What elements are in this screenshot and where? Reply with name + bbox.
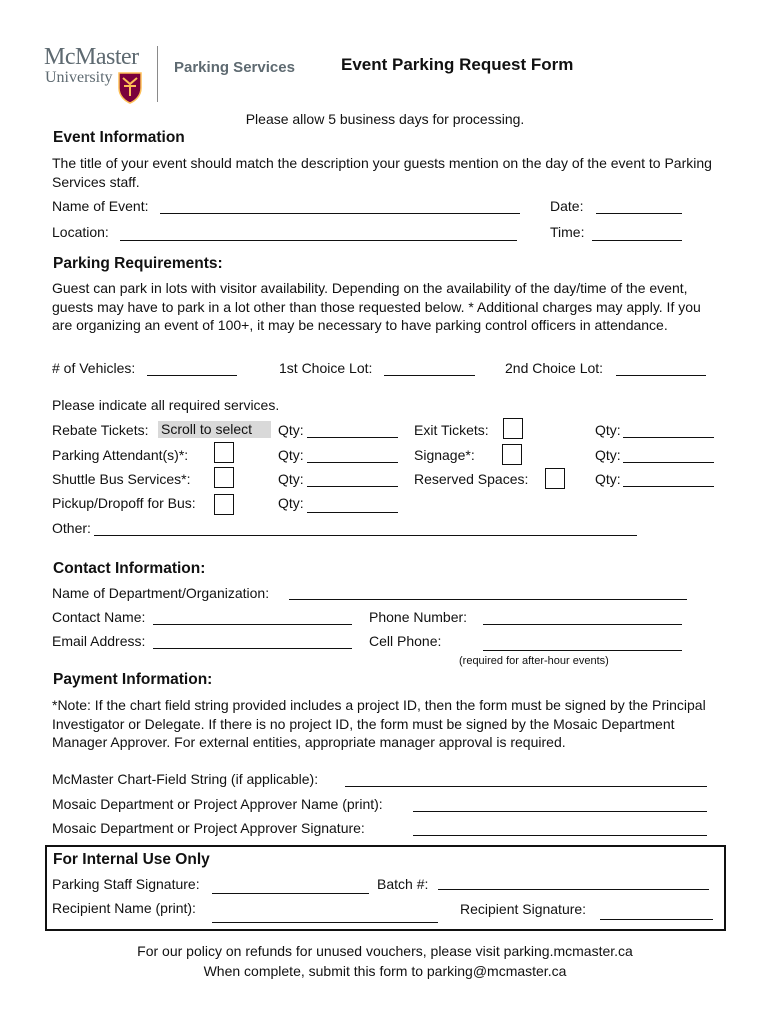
approver-sig-field[interactable]	[413, 835, 707, 836]
payment-note: *Note: If the chart field string provided includes a project ID, then the form must be signed by the Principal Investigator or Delegate. If there is no project ID, the form must be signed by the Mosaic Department Manager Approver. For external entities, appropriate manager approval is required.	[52, 697, 706, 751]
contact-name-field[interactable]	[153, 624, 352, 625]
event-description: The title of your event should match the description your guests mention on the day of the event to Parking Services staff.	[52, 155, 712, 190]
pickup-label: Pickup/Dropoff for Bus:	[52, 495, 196, 511]
rebate-label: Rebate Tickets:	[52, 422, 149, 438]
rebate-qty-field[interactable]	[307, 437, 398, 438]
recipient-name-field[interactable]	[212, 922, 438, 923]
date-label: Date:	[550, 198, 584, 214]
recipient-sig-label: Recipient Signature:	[460, 901, 587, 917]
parking-description: Guest can park in lots with visitor availability. Depending on the availability of the day/time of the event, guests may have to park in a lot other than those requested below. * Additional charges may apply. If you are organizing an event of 100+, it may be necessary to have parking control officers in attendance.	[52, 280, 701, 334]
reserved-label: Reserved Spaces:	[414, 471, 529, 487]
event-name-label: Name of Event:	[52, 198, 149, 214]
attendant-label: Parking Attendant(s)*:	[52, 447, 189, 463]
exit-label: Exit Tickets:	[414, 422, 489, 438]
payment-heading: Payment Information:	[53, 671, 213, 688]
department-name: Parking Services	[174, 59, 295, 76]
event-name-field[interactable]	[160, 213, 520, 214]
recipient-name-label: Recipient Name (print):	[52, 900, 196, 916]
vehicles-label: # of Vehicles:	[52, 360, 136, 376]
mcmaster-logo	[44, 44, 154, 106]
reserved-qty-field[interactable]	[623, 486, 714, 487]
phone-label: Phone Number:	[369, 609, 468, 625]
attendant-qty-label: Qty:	[278, 447, 304, 463]
shuttle-label: Shuttle Bus Services*:	[52, 471, 191, 487]
attendant-qty-field[interactable]	[307, 462, 398, 463]
exit-qty-field[interactable]	[623, 437, 714, 438]
logo-wordmark: McMaster	[44, 44, 139, 70]
phone-field[interactable]	[483, 624, 682, 625]
chart-field-label: McMaster Chart-Field String (if applicable):	[52, 771, 319, 787]
exit-checkbox[interactable]	[503, 418, 523, 439]
recipient-sig-field[interactable]	[600, 919, 713, 920]
reserved-qty-label: Qty:	[595, 471, 621, 487]
staff-sig-field[interactable]	[212, 893, 369, 894]
event-info-heading: Event Information	[53, 129, 185, 146]
pickup-qty-field[interactable]	[307, 512, 398, 513]
first-lot-label: 1st Choice Lot:	[279, 360, 373, 376]
approver-name-label: Mosaic Department or Project Approver Name (print):	[52, 796, 383, 812]
date-field[interactable]	[596, 213, 682, 214]
signage-label: Signage*:	[414, 447, 475, 463]
shuttle-qty-field[interactable]	[307, 486, 398, 487]
signage-checkbox[interactable]	[502, 444, 522, 465]
pickup-qty-label: Qty:	[278, 495, 304, 511]
staff-sig-label: Parking Staff Signature:	[52, 876, 200, 892]
time-field[interactable]	[592, 240, 682, 241]
footer-refund-note: For our policy on refunds for unused vouchers, please visit parking.mcmaster.ca	[137, 943, 633, 959]
dept-label: Name of Department/Organization:	[52, 585, 270, 601]
vehicles-field[interactable]	[147, 375, 237, 376]
header-divider	[157, 46, 158, 102]
signage-qty-label: Qty:	[595, 447, 621, 463]
cell-note: (required for after-hour events)	[459, 655, 609, 667]
pickup-checkbox[interactable]	[214, 494, 234, 515]
rebate-qty-label: Qty:	[278, 422, 304, 438]
time-label: Time:	[550, 224, 585, 240]
batch-label: Batch #:	[377, 876, 429, 892]
crest-icon	[118, 72, 142, 104]
location-field[interactable]	[120, 240, 517, 241]
contact-name-label: Contact Name:	[52, 609, 146, 625]
batch-field[interactable]	[438, 889, 709, 890]
form-title: Event Parking Request Form	[341, 55, 574, 74]
cell-field[interactable]	[483, 650, 682, 651]
contact-heading: Contact Information:	[53, 560, 206, 577]
parking-heading: Parking Requirements:	[53, 255, 223, 272]
other-field[interactable]	[94, 535, 637, 536]
internal-heading: For Internal Use Only	[53, 851, 210, 868]
dept-field[interactable]	[289, 599, 687, 600]
second-lot-field[interactable]	[616, 375, 706, 376]
second-lot-label: 2nd Choice Lot:	[505, 360, 604, 376]
attendant-checkbox[interactable]	[214, 442, 234, 463]
email-label: Email Address:	[52, 633, 146, 649]
location-label: Location:	[52, 224, 109, 240]
first-lot-field[interactable]	[384, 375, 475, 376]
other-label: Other:	[52, 520, 91, 536]
chart-field-input[interactable]	[345, 786, 707, 787]
signage-qty-field[interactable]	[623, 462, 714, 463]
shuttle-qty-label: Qty:	[278, 471, 304, 487]
footer-submit-note: When complete, submit this form to parking@mcmaster.ca	[203, 963, 567, 979]
approver-name-field[interactable]	[413, 811, 707, 812]
reserved-checkbox[interactable]	[545, 468, 565, 489]
logo-university: University	[45, 69, 113, 86]
shuttle-checkbox[interactable]	[214, 467, 234, 488]
email-field[interactable]	[153, 648, 352, 649]
services-intro: Please indicate all required services.	[52, 397, 280, 413]
rebate-select[interactable]: Scroll to select	[158, 421, 271, 438]
approver-sig-label: Mosaic Department or Project Approver Signature:	[52, 820, 365, 836]
cell-label: Cell Phone:	[369, 633, 442, 649]
processing-note: Please allow 5 business days for processing.	[245, 111, 525, 127]
exit-qty-label: Qty:	[595, 422, 621, 438]
